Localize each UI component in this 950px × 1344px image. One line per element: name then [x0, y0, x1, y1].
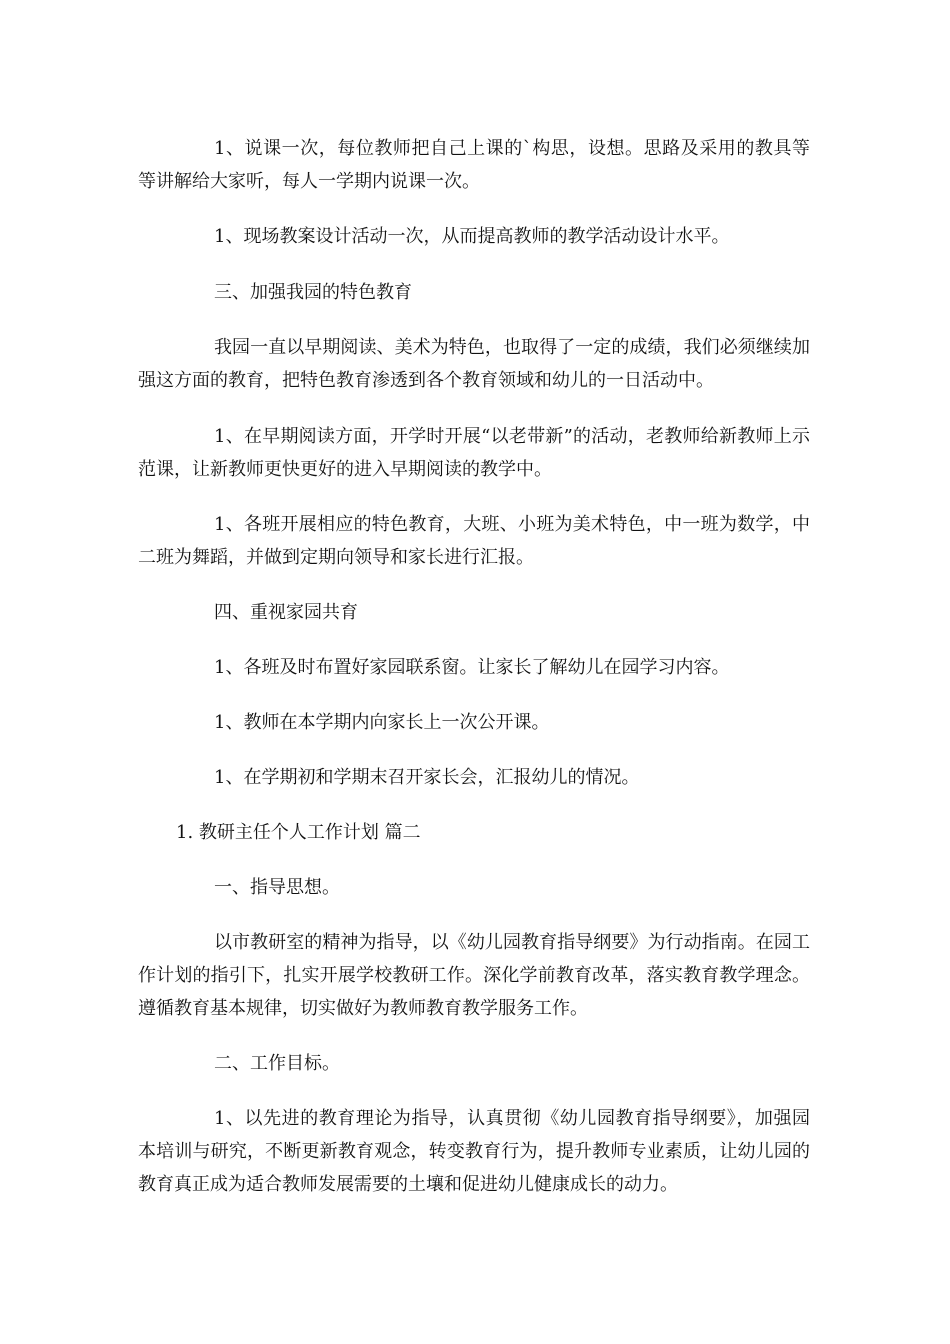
paragraph-contact-window: 1、各班及时布置好家园联系窗。让家长了解幼儿在园学习内容。: [214, 657, 730, 678]
paragraph-open-class: 1、教师在本学期内向家长上一次公开课。: [214, 712, 550, 733]
paragraph-parent-meeting: 1、在学期初和学期末召开家长会，汇报幼儿的情况。: [214, 767, 640, 788]
article-heading-part-two: 1. 教研主任个人工作计划 篇二: [176, 822, 421, 843]
section-heading-work-goals: 二、工作目标。: [214, 1053, 340, 1074]
section-heading-feature-education: 三、加强我园的特色教育: [214, 282, 412, 303]
paragraph-feature-intro: 我园一直以早期阅读、美术为特色，也取得了一定的成绩，我们必须继续加强这方面的教育，把特色教育渗透到各个教育领域和幼儿的一日活动中。: [138, 337, 810, 391]
paragraph-lesson-talk: 1、说课一次，每位教师把自己上课的`构思，设想。思路及采用的教具等等讲解给大家听，每人一学期内说课一次。: [138, 138, 810, 192]
section-heading-guiding-thought: 一、指导思想。: [214, 877, 340, 898]
paragraph-early-reading: 1、在早期阅读方面，开学时开展“以老带新”的活动，老教师给新教师上示范课，让新教师更快更好的进入早期阅读的教学中。: [138, 426, 810, 480]
paragraph-work-goal-one: 1、以先进的教育理论为指导，认真贯彻《幼儿园教育指导纲要》，加强园本培训与研究，不断更新教育观念，转变教育行为，提升教师专业素质，让幼儿园的教育真正成为适合教师发展需要的土壤和促进幼儿健康成长的动力。: [138, 1108, 810, 1195]
paragraph-lesson-design: 1、现场教案设计活动一次，从而提高教师的教学活动设计水平。: [214, 226, 730, 247]
paragraph-class-features: 1、各班开展相应的特色教育，大班、小班为美术特色，中一班为数学，中二班为舞蹈，并做到定期向领导和家长进行汇报。: [138, 514, 810, 568]
paragraph-guiding-thought: 以市教研室的精神为指导，以《幼儿园教育指导纲要》为行动指南。在园工作计划的指引下，扎实开展学校教研工作。深化学前教育改革，落实教育教学理念。遵循教育基本规律，切实做好为教师教育教学服务工作。: [138, 932, 810, 1019]
section-heading-home-school: 四、重视家园共育: [214, 602, 358, 623]
